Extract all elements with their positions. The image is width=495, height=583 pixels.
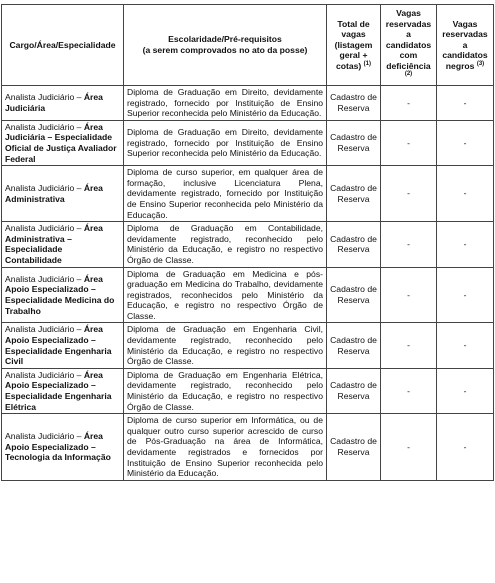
escolaridade-cell: Diploma de Graduação em Contabilidade, devidamente registrado, reconhecido pelo Ministério da Educação, e registro no respectivo Órgão de Classe.: [124, 222, 327, 267]
header-deficiencia: [381, 5, 437, 86]
negros-cell: -: [437, 323, 494, 368]
total-cell: Cadastro de Reserva: [327, 120, 381, 165]
cargo-area: Área Administrativa: [5, 183, 103, 204]
total-cell: Cadastro de Reserva: [327, 368, 381, 413]
cargo-prefix: Analista Judiciário –: [5, 223, 84, 234]
cargo-cell: [2, 120, 124, 165]
escolaridade-cell: Diploma de curso superior em Informática, ou de qualquer outro curso superior acrescido de curso de Pós-Graduação na área de Informática, devidamente registrados e fornecidos por Instituição de Ensino Superior reconhecida pelo Ministério da Educação.: [124, 414, 327, 481]
cargo-prefix: Analista Judiciário –: [5, 369, 84, 380]
total-cell: Cadastro de Reserva: [327, 267, 381, 323]
table-row: [2, 166, 494, 222]
table-row: [2, 368, 494, 413]
negros-cell: -: [437, 166, 494, 222]
header-escolaridade-line1: Escolaridade/Pré-requisitos: [168, 34, 282, 45]
header-negros: [437, 5, 494, 86]
cargo-cell: [2, 222, 124, 267]
escolaridade-cell: Diploma de curso superior, em qualquer área de formação, inclusive Licenciatura Plena, devidamente registrado, fornecido por Instituição de Ensino Superior reconhecida pelo Ministério da Educação.: [124, 166, 327, 222]
table-row: [2, 414, 494, 481]
header-total-note: (1): [363, 61, 372, 68]
table-row: [2, 86, 494, 121]
deficiencia-cell: -: [381, 86, 437, 121]
cargo-area: Área Apoio Especializado – Especialidade Engenharia Elétrica: [5, 369, 112, 412]
deficiencia-cell: -: [381, 368, 437, 413]
header-total-text: Total de vagas (listagem geral + cotas): [334, 18, 373, 71]
cargo-cell: [2, 86, 124, 121]
header-escolaridade-line2: (a serem comprovados no ato da posse): [142, 45, 308, 55]
negros-cell: -: [437, 222, 494, 267]
total-cell: Cadastro de Reserva: [327, 414, 381, 481]
deficiencia-cell: -: [381, 414, 437, 481]
total-cell: Cadastro de Reserva: [327, 86, 381, 121]
table-row: [2, 267, 494, 323]
cargo-cell: [2, 166, 124, 222]
deficiencia-cell: -: [381, 120, 437, 165]
escolaridade-cell: Diploma de Graduação em Medicina e pós-graduação em Medicina do Trabalho, devidamente registrados, reconhecidos pelo Ministério da Educação, e registro no respectivo Órgão de Classe.: [124, 267, 327, 323]
cargo-prefix: Analista Judiciário –: [5, 121, 84, 132]
cargo-area: Área Apoio Especializado – Especialidade Engenharia Civil: [5, 324, 112, 367]
total-cell: Cadastro de Reserva: [327, 222, 381, 267]
cargo-area: Área Apoio Especializado – Especialidade Medicina do Trabalho: [5, 273, 115, 316]
cargo-prefix: Analista Judiciário –: [5, 431, 84, 442]
cargo-area: Área Administrativa – Especialidade Contabilidade: [5, 223, 103, 265]
escolaridade-cell: Diploma de Graduação em Engenharia Elétrica, devidamente registrado, reconhecido pelo Ministério da Educação, e registro no respectivo Órgão de Classe.: [124, 368, 327, 413]
header-escolaridade: [124, 5, 327, 86]
table-row: [2, 222, 494, 267]
cargo-cell: [2, 267, 124, 323]
total-cell: Cadastro de Reserva: [327, 166, 381, 222]
header-total: [327, 5, 381, 86]
cargo-cell: [2, 323, 124, 368]
cargo-area: Área Judiciária: [5, 92, 103, 113]
cargo-area: Área Judiciária – Especialidade Oficial de Justiça Avaliador Federal: [5, 121, 117, 164]
table-header-row: [2, 5, 494, 86]
header-negros-note: (3): [476, 61, 485, 68]
cargo-prefix: Analista Judiciário –: [5, 324, 84, 335]
vacancies-table: [1, 4, 494, 481]
escolaridade-cell: Diploma de Graduação em Engenharia Civil, devidamente registrado, reconhecido pelo Ministério da Educação, e registro no respectivo Órgão de Classe.: [124, 323, 327, 368]
negros-cell: -: [437, 86, 494, 121]
cargo-cell: [2, 414, 124, 481]
cargo-cell: [2, 368, 124, 413]
total-cell: Cadastro de Reserva: [327, 323, 381, 368]
header-cargo-text: Cargo/Área/Especialidade: [9, 39, 116, 50]
deficiencia-cell: -: [381, 222, 437, 267]
table-row: [2, 120, 494, 165]
negros-cell: -: [437, 267, 494, 323]
deficiencia-cell: -: [381, 267, 437, 323]
escolaridade-cell: Diploma de Graduação em Direito, devidamente registrado, fornecido por Instituição de Ensino Superior reconhecida pelo Ministério da Educação.: [124, 120, 327, 165]
negros-cell: -: [437, 120, 494, 165]
cargo-prefix: Analista Judiciário –: [5, 92, 84, 103]
cargo-prefix: Analista Judiciário –: [5, 183, 84, 194]
cargo-prefix: Analista Judiciário –: [5, 273, 84, 284]
deficiencia-cell: -: [381, 323, 437, 368]
negros-cell: -: [437, 368, 494, 413]
header-deficiencia-text: Vagas reservadas a candidatos com deficiência: [385, 7, 432, 71]
deficiencia-cell: -: [381, 166, 437, 222]
table-row: [2, 323, 494, 368]
header-deficiencia-note: (2): [404, 71, 413, 78]
negros-cell: -: [437, 414, 494, 481]
header-negros-text: Vagas reservadas a candidatos negros: [442, 18, 488, 71]
escolaridade-cell: Diploma de Graduação em Direito, devidamente registrado, fornecido por Instituição de Ensino Superior reconhecida pelo Ministério da Educação.: [124, 86, 327, 121]
cargo-area: Área Apoio Especializado – Tecnologia da Informação: [5, 431, 111, 463]
header-cargo: [2, 5, 124, 86]
